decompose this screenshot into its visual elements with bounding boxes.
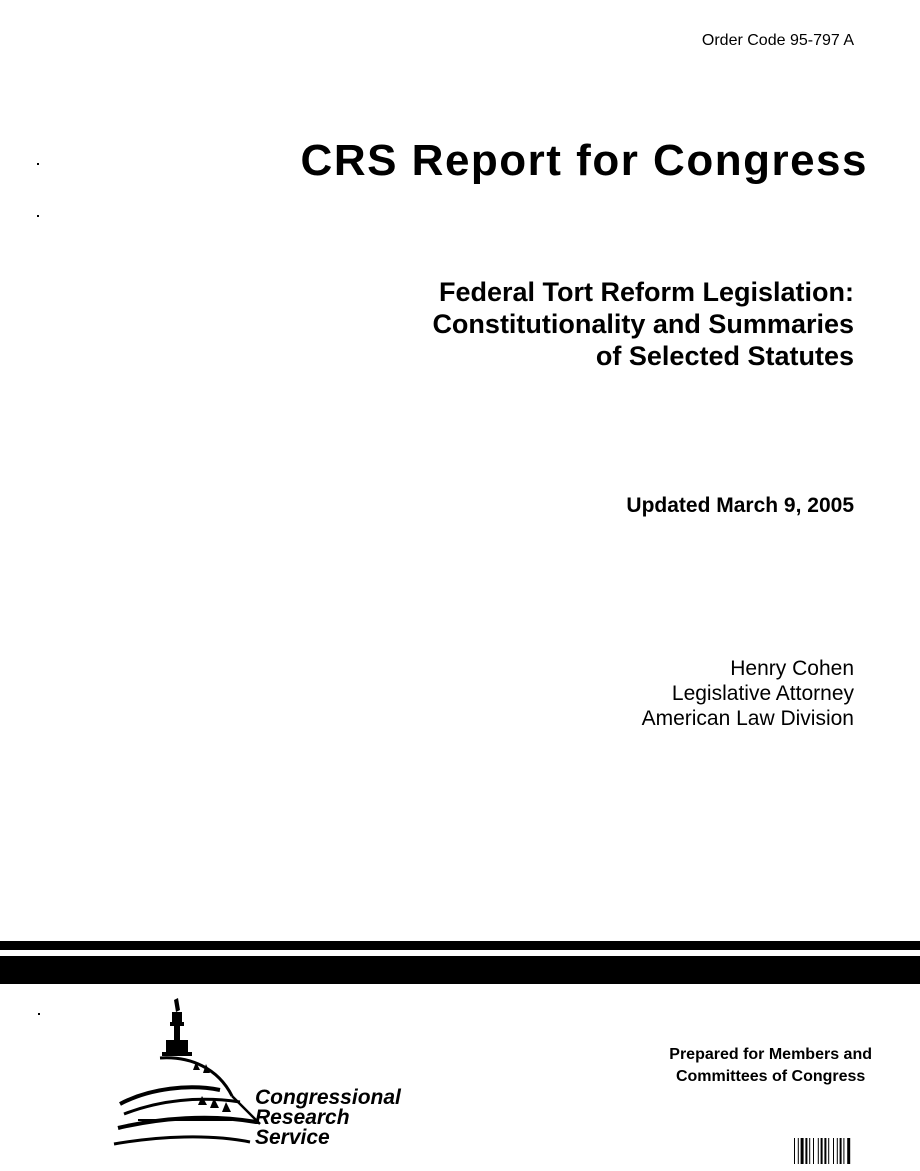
barcode-bar [805,1138,807,1164]
logo-line-service: Service [255,1126,330,1149]
barcode-bar [828,1138,829,1164]
report-title: CRS Report for Congress [300,136,868,185]
barcode-bar [843,1138,844,1164]
document-title [432,276,854,372]
author-block [642,656,854,731]
logo-text [255,1088,401,1148]
barcode-bar [794,1138,795,1164]
logo-line-congressional: Congressional [255,1086,401,1109]
author-division: American Law Division [641,707,854,730]
author-name: Henry Cohen [730,657,854,680]
order-code: Order Code 95-797 A [701,32,854,49]
title-line-3: of Selected Statutes [595,341,854,371]
barcode-bar [833,1138,834,1164]
barcode-bar [821,1138,823,1164]
prepared-for [669,1044,872,1088]
logo-line-research: Research [255,1106,350,1129]
barcode-bar [847,1138,850,1164]
barcode-bar [813,1138,814,1164]
barcode-bar [837,1138,838,1164]
updated-date: Updated March 9, 2005 [626,494,854,517]
title-line-2: Constitutionality and Summaries [432,309,854,339]
divider-thin [0,941,920,950]
prepared-line-1: Prepared for Members and [669,1046,872,1063]
crs-logo [110,996,430,1156]
scan-speck [37,215,39,217]
capitol-dome-icon [110,996,270,1156]
barcode-bar [840,1138,842,1164]
divider-thick [0,956,920,984]
barcode-bar [818,1138,819,1164]
barcode-bar [824,1138,826,1164]
barcode-bar [798,1138,799,1164]
author-position: Legislative Attorney [671,682,854,705]
prepared-line-2: Committees of Congress [675,1068,866,1085]
scan-speck [38,1013,40,1015]
title-line-1: Federal Tort Reform Legislation: [438,277,854,307]
barcode-bar [809,1138,810,1164]
barcode [794,1138,876,1164]
barcode-bar [801,1138,804,1164]
scan-speck [37,163,39,165]
